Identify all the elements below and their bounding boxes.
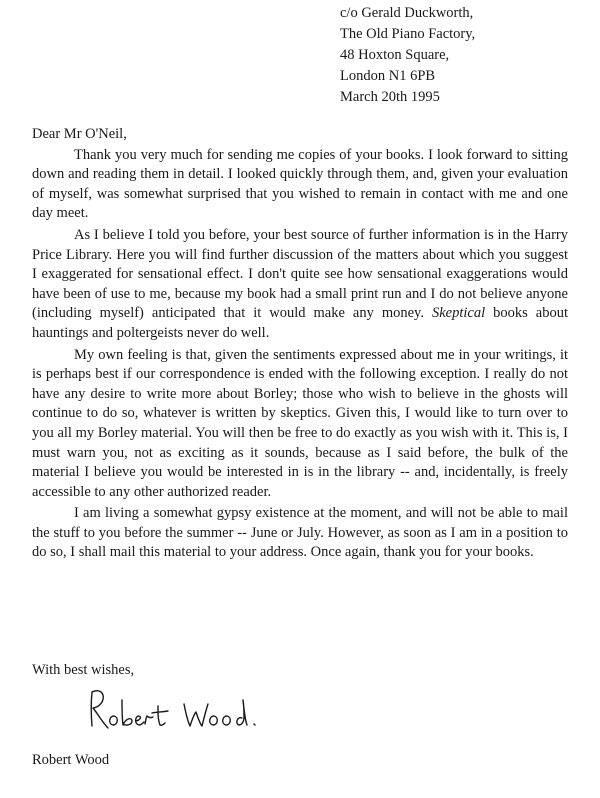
closing: With best wishes, (32, 662, 135, 678)
address-line-4: London N1 6PB (340, 68, 436, 84)
paragraph-4: I am living a somewhat gypsy existence at the moment, and will not be able to mail the stuff to you before the summer -- June or July. However, as soon as I am in a position to do so, I shall mail this material to your address. Once again, thank you for your books. (32, 505, 568, 561)
address-line-2: The Old Piano Factory, (340, 26, 476, 42)
letter-date: March 20th 1995 (340, 89, 440, 105)
paragraph-2 (32, 226, 568, 344)
paragraph-2-text-end: books about hauntings and poltergeists never do well. (32, 305, 569, 341)
salutation: Dear Mr O'Neil, (32, 126, 127, 142)
letter-body (32, 125, 568, 563)
handwritten-signature (82, 682, 282, 742)
paragraph-2-text: As I believe I told you before, your best source of further information is in the Harry Price Library. Here you will find further discussion of the matters about which you suggest I exaggerated for sensational effect. I don't quite see how sensational exaggerations would have been of use to me, because my book had a small print run and I do not believe anyone (including myself) anticipated that it would make any money. (32, 226, 568, 322)
address-line-1: c/o Gerald Duckworth, (340, 5, 474, 21)
paragraph-3: My own feeling is that, given the sentiments expressed about me in your writings, it is perhaps best if our correspondence is ended with the following exception. I really do not have any desire to write more about Borley; those who wish to believe in the ghosts will continue to do so, whatever is written by skeptics. Given this, I would like to turn over to you all my Borley material. You will then be free to do exactly as you wish with it. This is, I must warn you, not as exciting as it sounds, because as I said before, the bulk of the material I believe you would be interested in is in the library -- and, incidentally, is freely accessible to any other authorized reader. (32, 346, 568, 500)
address-line-3: 48 Hoxton Square, (340, 47, 450, 63)
sender-address (340, 3, 475, 108)
paragraph-1: Thank you very much for sending me copies of your books. I look forward to sitting down and reading them in detail. I looked quickly through them, and, given your evaluation of myself, was somewhat surprised that you wished to remain in contact with me and one day meet. (32, 146, 568, 222)
paragraph-2-emphasis: Skeptical (432, 305, 486, 322)
signed-name: Robert Wood (32, 752, 110, 768)
